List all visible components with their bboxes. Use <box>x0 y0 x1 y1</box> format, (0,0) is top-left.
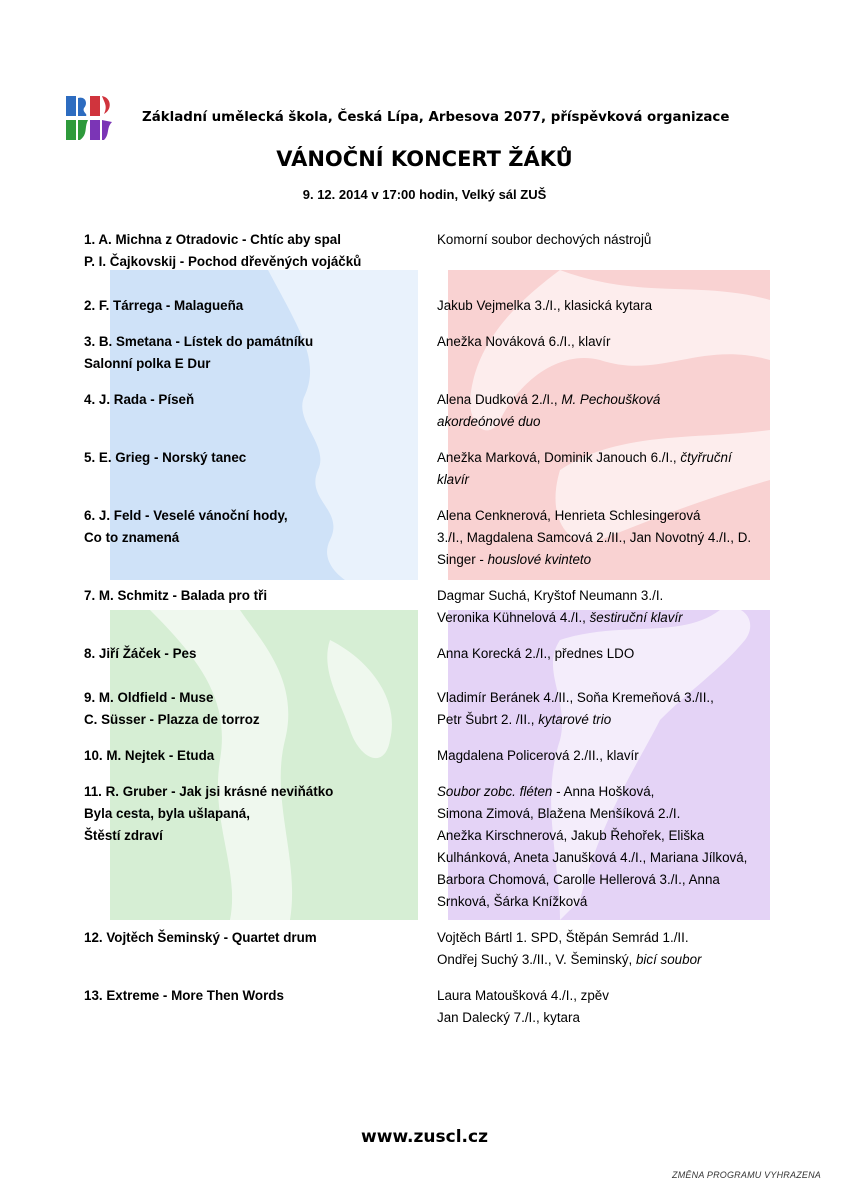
program-item <box>84 447 784 505</box>
performer-line: Jakub Vejmelka 3./I., klasická kytara <box>437 298 653 313</box>
performer-line: 3./I., Magdalena Samcová 2./II., Jan Novotný 4./I., D. <box>437 530 752 545</box>
piece-line: 3. B. Smetana - Lístek do památníku <box>84 334 314 349</box>
performer-line: Alena Cenknerová, Henrieta Schlesingerová <box>437 508 701 523</box>
piece-line: 13. Extreme - More Then Words <box>84 988 284 1003</box>
piece-title <box>84 781 437 847</box>
piece-title <box>84 295 437 317</box>
performers <box>437 927 782 971</box>
performers <box>437 389 782 433</box>
website-url[interactable]: www.zuscl.cz <box>361 1127 488 1147</box>
piece-line: 7. M. Schmitz - Balada pro tři <box>84 588 268 603</box>
program-item <box>84 585 784 643</box>
program-item <box>84 745 784 781</box>
program-item <box>84 389 784 447</box>
performer-line: Singer - houslové kvinteto <box>437 552 592 567</box>
program-item <box>84 985 784 1043</box>
performer-line: Kulhánková, Aneta Janušková 4./I., Mariana Jílková, <box>437 850 748 865</box>
performer-line: Magdalena Policerová 2./II., klavír <box>437 748 639 763</box>
piece-line: 9. M. Oldfield - Muse <box>84 690 214 705</box>
performer-line: Vladimír Beránek 4./II., Soňa Kremeňová 3./II., <box>437 690 714 705</box>
piece-title <box>84 229 437 273</box>
performers <box>437 295 782 317</box>
school-name: Základní umělecká škola, Česká Lípa, Arbesova 2077, příspěvková organizace <box>142 110 730 125</box>
performer-line: Anežka Kirschnerová, Jakub Řehořek, Eliška <box>437 828 705 843</box>
performers <box>437 505 782 571</box>
performers <box>437 331 782 353</box>
program-item <box>84 781 784 927</box>
piece-line: Byla cesta, byla ušlapaná, <box>84 806 250 821</box>
program-change-note: ZMĚNA PROGRAMU VYHRAZENA <box>672 1170 821 1180</box>
piece-line: 11. R. Gruber - Jak jsi krásné neviňátko <box>84 784 334 799</box>
performer-line: Laura Matoušková 4./I., zpěv <box>437 988 609 1003</box>
piece-line: 4. J. Rada - Píseň <box>84 392 195 407</box>
piece-title <box>84 985 437 1007</box>
performer-line: klavír <box>437 472 469 487</box>
piece-title <box>84 687 437 731</box>
piece-title <box>84 447 437 469</box>
performer-line: Anežka Marková, Dominik Janouch 6./I., čtyřruční <box>437 450 732 465</box>
performer-line: Alena Dudková 2./I., M. Pechoušková <box>437 392 661 407</box>
performer-line: Vojtěch Bártl 1. SPD, Štěpán Semrád 1./II. <box>437 930 689 945</box>
performer-line: Barbora Chomová, Carolle Hellerová 3./I., Anna <box>437 872 720 887</box>
piece-line: 10. M. Nejtek - Etuda <box>84 748 215 763</box>
piece-line: 6. J. Feld - Veselé vánoční hody, <box>84 508 288 523</box>
program-item <box>84 927 784 985</box>
program-list <box>84 229 784 1043</box>
performers <box>437 687 782 731</box>
piece-line: Co to znamená <box>84 530 180 545</box>
performer-line: Srnková, Šárka Knížková <box>437 894 588 909</box>
piece-line: Štěstí zdraví <box>84 828 163 843</box>
program-item <box>84 687 784 745</box>
piece-title <box>84 643 437 665</box>
piece-title <box>84 389 437 411</box>
piece-title <box>84 585 437 607</box>
piece-title <box>84 505 437 549</box>
performer-line: Ondřej Suchý 3./II., V. Šeminský, bicí soubor <box>437 952 702 967</box>
performer-line: Simona Zimová, Blažena Menšíková 2./I. <box>437 806 681 821</box>
performers <box>437 447 782 491</box>
piece-line: 8. Jiří Žáček - Pes <box>84 646 197 661</box>
performers <box>437 643 782 665</box>
piece-line: 2. F. Tárrega - Malagueña <box>84 298 244 313</box>
page-title: VÁNOČNÍ KONCERT ŽÁKŮ <box>276 147 573 171</box>
program-item <box>84 229 784 295</box>
program-item <box>84 643 784 687</box>
piece-line: 5. E. Grieg - Norský tanec <box>84 450 247 465</box>
performer-line: akordeónové duo <box>437 414 541 429</box>
piece-line: 12. Vojtěch Šeminský - Quartet drum <box>84 930 317 945</box>
piece-line: 1. A. Michna z Otradovic - Chtíc aby spal <box>84 232 341 247</box>
piece-title <box>84 927 437 949</box>
concert-date: 9. 12. 2014 v 17:00 hodin, Velký sál ZUŠ <box>302 187 547 202</box>
performers <box>437 985 782 1029</box>
program-item <box>84 505 784 585</box>
performer-line: Jan Dalecký 7./I., kytara <box>437 1010 580 1025</box>
performers <box>437 229 782 251</box>
performer-line: Soubor zobc. fléten - Anna Hošková, <box>437 784 655 799</box>
performer-line: Petr Šubrt 2. /II., kytarové trio <box>437 712 612 727</box>
performers <box>437 745 782 767</box>
performer-line: Anna Korecká 2./I., přednes LDO <box>437 646 635 661</box>
school-logo <box>64 94 114 144</box>
performer-line: Dagmar Suchá, Kryštof Neumann 3./I. <box>437 588 664 603</box>
piece-line: P. I. Čajkovskij - Pochod dřevěných vojáčků <box>84 254 362 269</box>
performer-line: Anežka Nováková 6./I., klavír <box>437 334 611 349</box>
program-item <box>84 295 784 331</box>
performer-line: Komorní soubor dechových nástrojů <box>437 232 652 247</box>
piece-line: Salonní polka E Dur <box>84 356 211 371</box>
performers <box>437 585 782 629</box>
piece-title <box>84 745 437 767</box>
program-item <box>84 331 784 389</box>
piece-line: C. Süsser - Plazza de torroz <box>84 712 260 727</box>
piece-title <box>84 331 437 375</box>
performer-line: Veronika Kühnelová 4./I., šestiruční klavír <box>437 610 683 625</box>
performers <box>437 781 782 913</box>
